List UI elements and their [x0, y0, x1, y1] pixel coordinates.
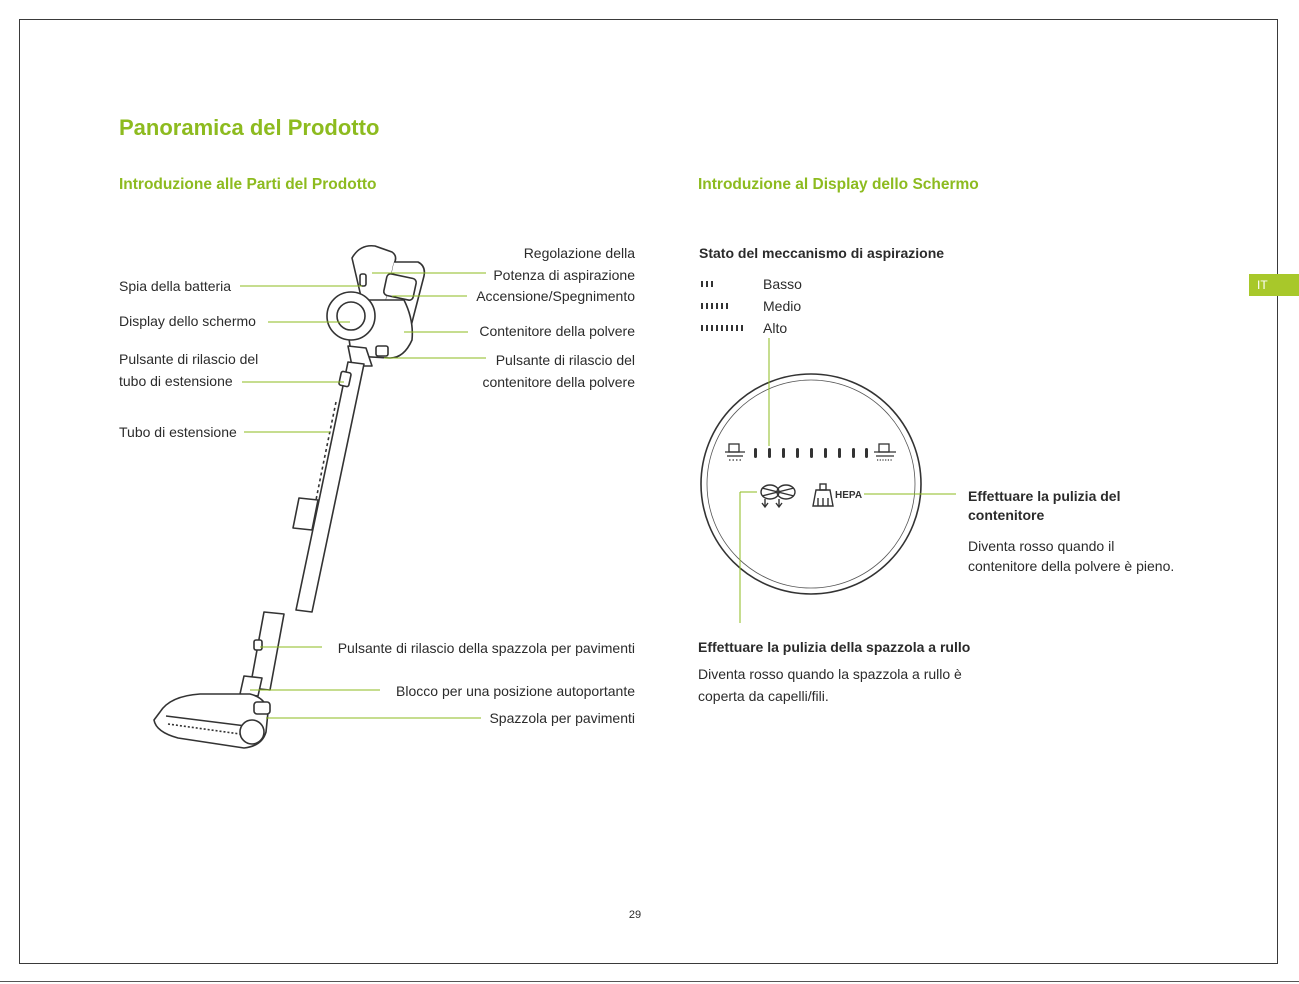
label-dust-container: Contenitore della polvere — [479, 323, 635, 339]
container-clean-desc-line2: contenitore della polvere è pieno. — [968, 558, 1175, 574]
level-bar — [706, 325, 708, 331]
page-title: Panoramica del Prodotto — [119, 115, 380, 140]
level-bar — [701, 303, 703, 309]
label-power: Accensione/Spegnimento — [476, 288, 635, 304]
level-bar — [711, 325, 713, 331]
container-clean-desc-line1: Diventa rosso quando il — [968, 538, 1115, 554]
hepa-label: HEPA — [835, 490, 863, 501]
extension-tube — [296, 362, 364, 612]
roller-clean-desc-line2: coperta da capelli/fili. — [698, 688, 829, 704]
level-bar — [706, 303, 708, 309]
roller-clean-title: Effettuare la pulizia della spazzola a rullo — [698, 639, 971, 655]
language-tab[interactable]: IT — [1249, 274, 1299, 296]
level-bar — [741, 325, 743, 331]
display-diagram — [701, 374, 921, 594]
level-bar — [701, 281, 703, 287]
level-high-bars — [701, 325, 743, 331]
label-screen-display: Display dello schermo — [119, 313, 256, 329]
container-clean-title-line2: contenitore — [968, 507, 1045, 523]
label-tube-release-line1: Pulsante di rilascio del — [119, 351, 259, 367]
level-bar — [711, 303, 713, 309]
level-bar — [716, 303, 718, 309]
display-heading: Introduzione al Display dello Schermo — [698, 176, 979, 193]
label-extension-tube: Tubo di estensione — [119, 424, 237, 440]
display-inner-ring — [707, 380, 915, 588]
roller-brush-clean-icon — [761, 485, 795, 507]
label-floor-brush: Spazzola per pavimenti — [489, 710, 635, 726]
level-low-bars — [701, 281, 713, 287]
label-battery-light: Spia della batteria — [119, 278, 232, 294]
label-brush-release: Pulsante di rilascio della spazzola per pavimenti — [337, 640, 635, 656]
label-stand-lock: Blocco per una posizione autoportante — [396, 683, 635, 699]
level-bar — [716, 325, 718, 331]
container-clean-title-line1: Effettuare la pulizia del — [968, 488, 1121, 504]
level-bar — [701, 325, 703, 331]
suction-state-title: Stato del meccanismo di aspirazione — [699, 245, 945, 261]
battery-light — [360, 274, 366, 286]
suction-low-icon — [725, 444, 745, 460]
level-bar — [736, 325, 738, 331]
level-medium-label: Medio — [763, 298, 802, 314]
label-suction-adjust-line1: Regolazione della — [523, 245, 635, 261]
level-low-label: Basso — [763, 276, 802, 292]
hepa-filter-icon — [813, 484, 833, 506]
suction-high-icon — [874, 444, 896, 460]
parts-heading: Introduzione alle Parti del Prodotto — [119, 176, 377, 193]
display-outer-ring — [701, 374, 921, 594]
suction-level-legend — [701, 281, 743, 331]
level-high-label: Alto — [763, 320, 788, 336]
level-medium-bars — [701, 303, 728, 309]
level-bar — [706, 281, 708, 287]
vacuum-illustration — [154, 246, 424, 748]
label-container-release-line1: Pulsante di rilascio del — [495, 352, 635, 368]
label-suction-adjust-line2: Potenza di aspirazione — [493, 267, 635, 283]
page-number: 29 — [628, 909, 642, 921]
level-bar — [711, 281, 713, 287]
level-bar — [726, 325, 728, 331]
label-tube-release-line2: tubo di estensione — [119, 373, 233, 389]
level-bar — [731, 325, 733, 331]
level-bar — [721, 325, 723, 331]
level-bar — [726, 303, 728, 309]
suction-level-ticks — [754, 448, 868, 458]
level-bar — [721, 303, 723, 309]
label-container-release-line2: contenitore della polvere — [482, 374, 635, 390]
roller-clean-desc-line1: Diventa rosso quando la spazzola a rullo è — [698, 666, 962, 682]
